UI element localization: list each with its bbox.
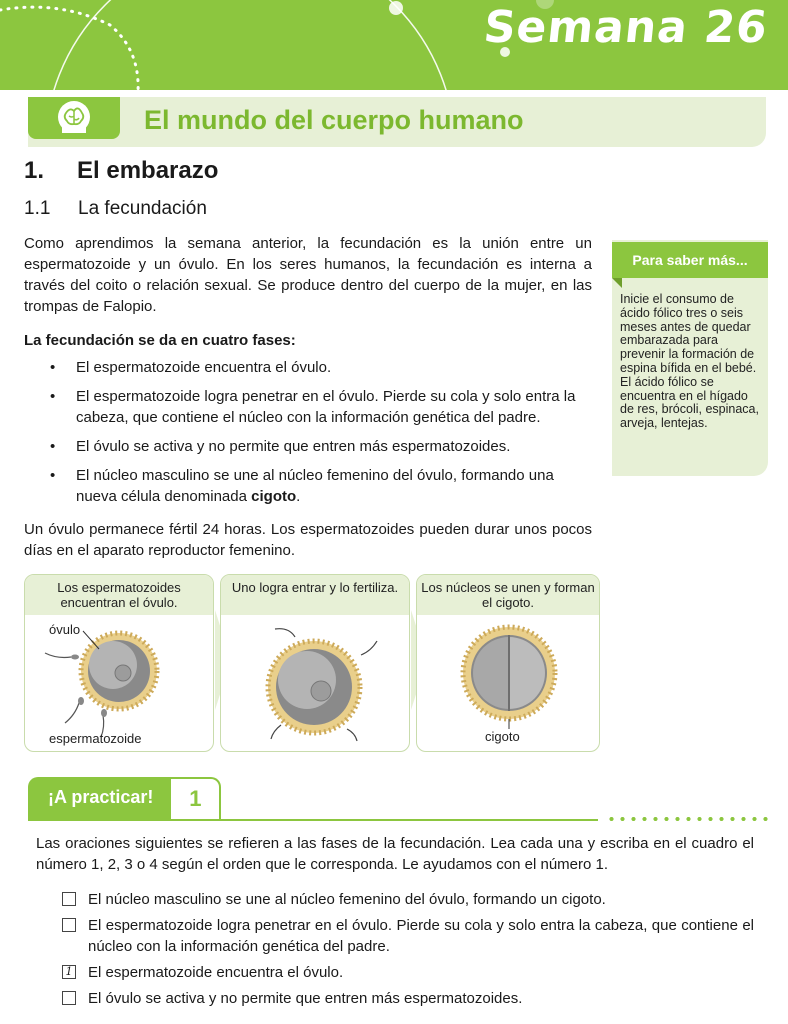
section-number: 1. [24, 157, 45, 184]
bullet-icon: • [50, 467, 56, 484]
bold-term: cigoto [251, 488, 297, 505]
diagram-panel-1 [24, 574, 214, 752]
checklist-item: El núcleo masculino se une al núcleo femenino del óvulo, formando un cigoto. [62, 889, 754, 910]
phases-list [50, 357, 592, 515]
practice-tab [28, 777, 221, 821]
practice-label: ¡A practicar! [28, 777, 171, 821]
phases-title: La fecundación se da en cuatro fases: [24, 332, 296, 349]
answer-box[interactable] [62, 892, 76, 906]
practice-instructions: Las oraciones siguientes se refieren a las fases de la fecundación. Lea cada una y escriba en el cuadro el número 1, 2, 3 o 4 según el orden que le corresponda. Le ayudamos con el número 1. [36, 835, 754, 873]
sidebar-text: Inicie el consumo de ácido fólico tres o seis meses antes de quedar embarazada para prevenir la formación de espina bífida en el bebé. El ácido fólico se encuentra en el hígado de res, brócoli, espinaca, arveja, lentejas. [620, 292, 759, 431]
practice-number: 1 [171, 777, 221, 821]
subsection-title: La fecundación [78, 198, 207, 219]
week-title: Semana 26 [481, 2, 771, 53]
dotted-divider [606, 816, 771, 822]
brain-icon [54, 99, 94, 137]
zygote-label: cigoto [485, 729, 520, 744]
page-header [0, 0, 788, 90]
subsection-number: 1.1 [24, 198, 51, 219]
section-title: El embarazo [77, 157, 219, 184]
sidebar-box [612, 240, 768, 476]
answer-box[interactable]: 1 [62, 965, 76, 979]
outro-paragraph: Un óvulo permanece fértil 24 horas. Los espermatozoides pueden durar unos pocos días en el aparato reproductor femenino. [24, 521, 592, 559]
panel-caption: Los espermatozoides encuentran el óvulo. [25, 575, 213, 615]
sidebar-title: Para saber más... [612, 242, 768, 278]
practice-checklist [62, 889, 754, 1014]
diagram-panel-2 [220, 574, 410, 752]
checklist-item: 1 El espermatozoide encuentra el óvulo. [62, 962, 754, 983]
section-heading [24, 157, 218, 185]
panel-caption: Uno logra entrar y lo fertiliza. [221, 575, 409, 615]
bullet-icon: • [50, 438, 56, 455]
diagram-panel-3 [416, 574, 600, 752]
bullet-icon: • [50, 388, 56, 405]
fertilization-illustration [221, 615, 410, 752]
list-item: • El núcleo masculino se une al núcleo femenino del óvulo, formando una nueva célula denominada cigoto. [50, 467, 554, 505]
checklist-item: El óvulo se activa y no permite que entren más espermatozoides. [62, 988, 754, 1009]
banner-icon-box [28, 97, 120, 139]
list-item: • El espermatozoide encuentra el óvulo. [50, 359, 332, 376]
subsection-heading [24, 198, 207, 220]
panel-caption: Los núcleos se unen y forman el cigoto. [417, 575, 599, 615]
checklist-item: El espermatozoide logra penetrar en el óvulo. Pierde su cola y solo entra la cabeza, que contiene el núcleo con la información genética del padre. [62, 915, 754, 957]
practice-divider [28, 819, 598, 821]
bullet-icon: • [50, 359, 56, 376]
section-banner [28, 97, 766, 147]
sperm-label: espermatozoide [49, 731, 142, 746]
list-item: • El espermatozoide logra penetrar en el óvulo. Pierde su cola y solo entra la cabeza, que contiene el núcleo con la información genética del padre. [50, 388, 576, 426]
ovum-label: óvulo [49, 622, 81, 637]
banner-title: El mundo del cuerpo humano [144, 105, 524, 135]
list-item: • El óvulo se activa y no permite que entren más espermatozoides. [50, 438, 511, 455]
intro-paragraph: Como aprendimos la semana anterior, la fecundación es la unión entre un espermatozoide y un óvulo. En los seres humanos, la fecundación es interna a través del coito o relación sexual. Se produce dentro del cuerpo de la mujer, en las trompas de Falopio. [24, 235, 592, 315]
answer-box[interactable] [62, 991, 76, 1005]
answer-box[interactable] [62, 918, 76, 932]
